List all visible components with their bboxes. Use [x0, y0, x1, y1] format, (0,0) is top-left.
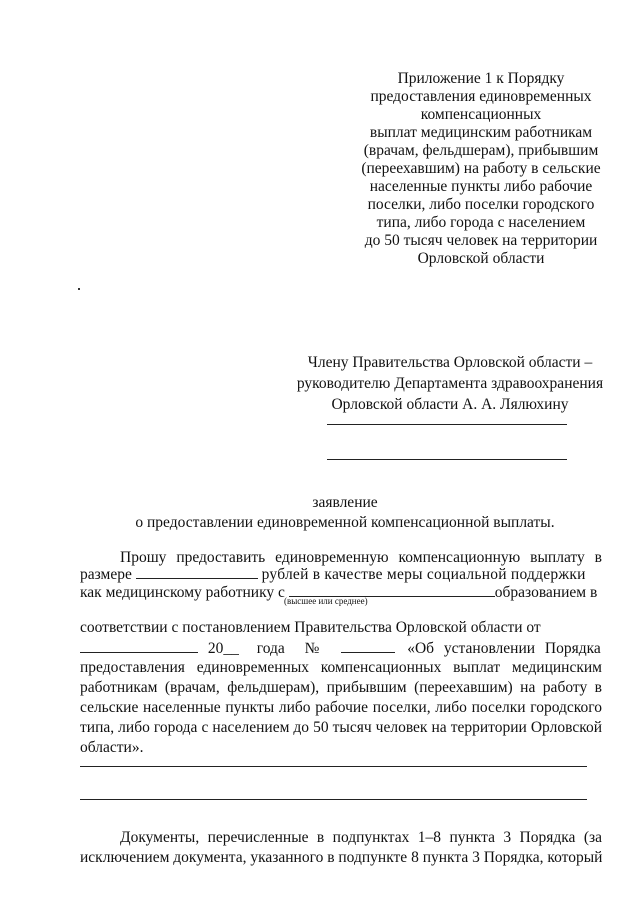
title-subject: о предоставлении единовременной компенсационной выплаты. — [135, 514, 555, 531]
appendix-header — [350, 70, 612, 268]
paragraph-line: как медицинскому работнику с образованием в — [80, 584, 598, 601]
paragraph-line: Прошу предоставить единовременную компенсационную выплату в — [120, 549, 602, 566]
paragraph-line: сельские населенные пункты либо рабочие поселки, либо поселки городского — [80, 699, 602, 716]
education-blank[interactable] — [289, 582, 495, 597]
addressee-line: Члену Правительства Орловской области – — [307, 354, 593, 371]
appendix-line: населенные пункты либо рабочие — [369, 178, 593, 195]
addressee-line: руководителю Департамента здравоохранения — [296, 375, 604, 392]
paragraph-line: размере рублей в качестве меры социальной поддержки — [80, 566, 586, 583]
applicant-address-blank[interactable] — [327, 459, 567, 460]
appendix-line: поселки, либо поселки городского — [367, 196, 595, 213]
applicant-name-blank[interactable] — [327, 424, 567, 425]
document-subtitle — [80, 513, 610, 533]
paragraph-line: соответствии с постановлением Правительства Орловской области от — [80, 619, 541, 636]
addressee-line: Орловской области А. А. Лялюхину — [331, 396, 569, 413]
additional-info-blank[interactable] — [80, 799, 587, 800]
appendix-line: (врачам, фельдшерам), прибывшим — [363, 142, 599, 159]
paragraph-line: исключением документа, указанного в подпункте 8 пункта 3 Порядка, который — [80, 849, 603, 866]
resolution-date-blank[interactable] — [80, 638, 198, 653]
paragraph-line: работникам (врачам, фельдшерам), прибывшим (переехавшим) на работу в — [80, 679, 602, 696]
addressee-block — [290, 352, 610, 415]
additional-info-blank[interactable] — [80, 766, 587, 767]
title-word: заявление — [312, 494, 378, 511]
paragraph-line: области». — [80, 739, 144, 756]
appendix-line: (переехавшим) на работу в сельские — [361, 160, 601, 177]
paragraph-line: Документы, перечисленные в подпунктах 1–8 пункта 3 Порядка (за — [120, 829, 602, 846]
appendix-line: предоставления единовременных — [370, 88, 592, 105]
paragraph-line: типа, либо города с населением до 50 тысяч человек на территории Орловской — [80, 719, 602, 736]
appendix-line: типа, либо города с населением — [376, 214, 586, 231]
document-title — [80, 493, 610, 513]
appendix-line: до 50 тысяч человек на территории — [364, 232, 598, 249]
paragraph-line: предоставления единовременных компенсационных выплат медицинским — [80, 659, 602, 676]
amount-blank[interactable] — [136, 564, 258, 579]
appendix-line: компенсационных — [420, 106, 542, 123]
resolution-number-blank[interactable] — [341, 638, 395, 653]
scan-speck — [78, 288, 80, 290]
education-hint: (высшее или среднее) — [284, 596, 368, 606]
appendix-line: Орловской области — [417, 250, 545, 267]
paragraph-line: 20__ года № «Об установлении Порядка — [80, 638, 602, 659]
appendix-line: Приложение 1 к Порядку — [397, 70, 565, 87]
appendix-line: выплат медицинским работникам — [369, 124, 593, 141]
